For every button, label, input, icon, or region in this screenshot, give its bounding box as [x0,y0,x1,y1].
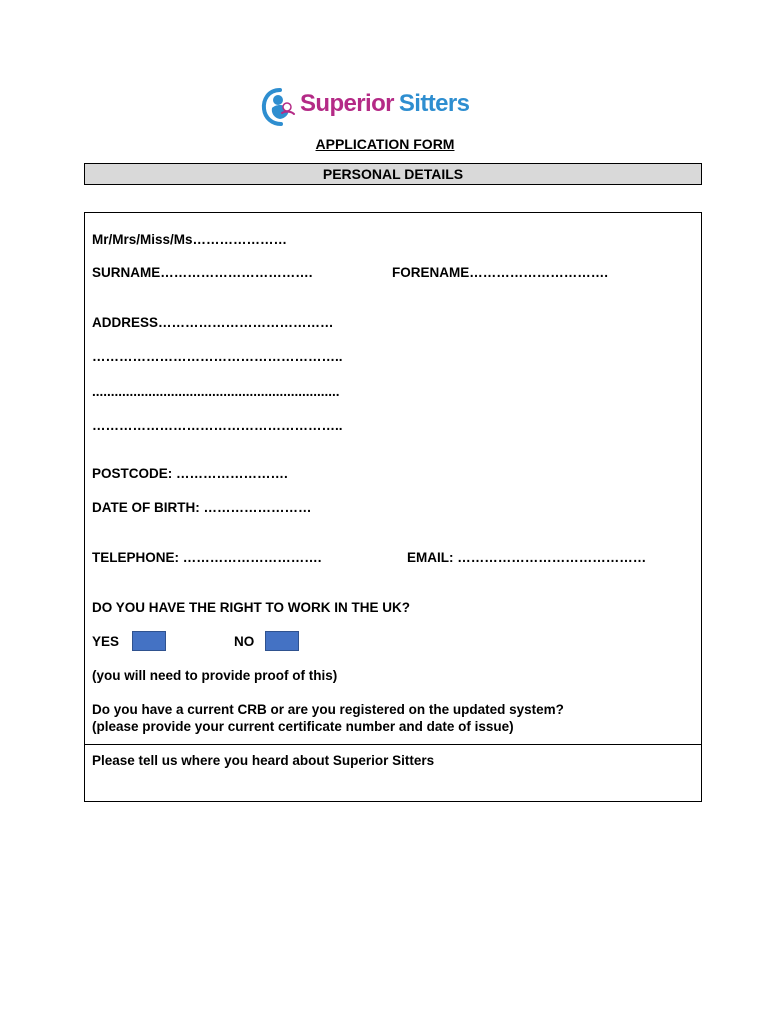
telephone-field[interactable]: TELEPHONE: …………………………. [92,550,322,565]
mother-baby-logo-icon [260,86,300,128]
brand-name [300,90,469,118]
email-field[interactable]: EMAIL: …………………………………… [407,550,647,565]
address-field[interactable]: ADDRESS………………………………… [92,315,334,330]
heard-about-question[interactable]: Please tell us where you heard about Superior Sitters [92,753,435,768]
postcode-field[interactable]: POSTCODE: ……………………. [92,466,288,481]
address-line-1[interactable]: ……………………………………………….. [92,349,343,364]
no-checkbox[interactable] [265,631,299,651]
form-title: APPLICATION FORM [315,136,455,152]
right-to-work-question: DO YOU HAVE THE RIGHT TO WORK IN THE UK? [92,600,411,615]
crb-instructions: (please provide your current certificate number and date of issue) [92,719,514,734]
forename-field[interactable]: FORENAME…………………………. [392,265,608,280]
crb-question: Do you have a current CRB or are you registered on the updated system? [92,702,564,717]
yes-checkbox[interactable] [132,631,166,651]
section-divider [84,744,702,745]
title-field[interactable]: Mr/Mrs/Miss/Ms………………… [92,232,288,247]
yes-label: YES [92,634,120,649]
section-header-personal-details: PERSONAL DETAILS [84,163,702,185]
proof-note: (you will need to provide proof of this) [92,668,338,683]
brand-name-part2: Sitters [398,90,470,117]
address-line-2[interactable]: .................................................................. [92,384,340,399]
surname-field[interactable]: SURNAME……………………………. [92,265,313,280]
date-of-birth-field[interactable]: DATE OF BIRTH: …………………… [92,500,312,515]
address-line-3[interactable]: ……………………………………………….. [92,418,343,433]
brand-logo [260,86,520,128]
no-label: NO [234,634,255,649]
brand-name-part1: Superior [300,90,394,117]
